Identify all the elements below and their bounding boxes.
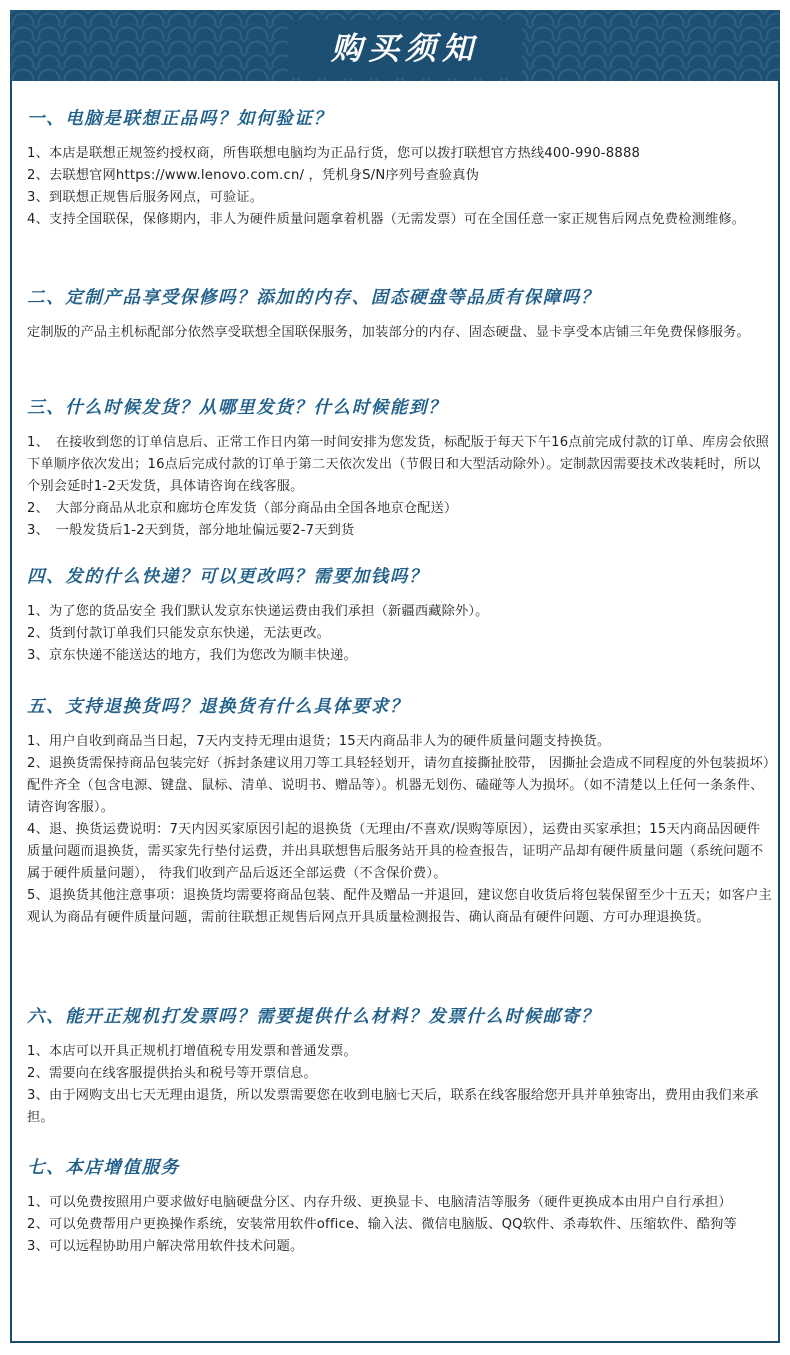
page-title: 购买须知 [288, 20, 522, 78]
list-item: 3、到联想正规售后服务网点，可验证。 [27, 190, 264, 205]
section-body [27, 1192, 772, 1258]
section-heading: 六、能开正规机打发票吗？需要提供什么材料？发票什么时候邮寄？ [27, 1007, 600, 1027]
list-item: 2、货到付款订单我们只能发京东快递，无法更改。 [27, 626, 331, 641]
list-item: 3、京东快递不能送达的地方，我们为您改为顺丰快递。 [27, 648, 357, 663]
list-item: 1、本店可以开具正规机打增值税专用发票和普通发票。 [27, 1044, 357, 1059]
section-body [27, 143, 772, 231]
list-item: 4、支持全国联保，保修期内，非人为硬件质量问题拿着机器（无需发票）可在全国任意一家正规售后网点免费检测维修。 [27, 212, 746, 227]
list-item: 3、由于网购支出七天无理由退货，所以发票需要您在收到电脑七天后，联系在线客服给您开具并单独寄出，费用由我们来承担。 [27, 1088, 759, 1125]
list-item: 2、需要向在线客服提供抬头和税号等开票信息。 [27, 1066, 317, 1081]
section-heading: 四、发的什么快递？可以更改吗？需要加钱吗？ [27, 567, 429, 587]
section-heading: 七、本店增值服务 [27, 1158, 180, 1178]
section-shipping-time [27, 396, 772, 542]
list-item: 2、去联想官网https://www.lenovo.com.cn/ ，凭机身S/N序列号查验真伪 [27, 168, 480, 183]
section-heading: 一、电脑是联想正品吗？如何验证？ [27, 109, 333, 129]
section-body [27, 432, 772, 542]
list-item: 1、可以免费按照用户要求做好电脑硬盘分区、内存升级、更换显卡、电脑清洁等服务（硬件更换成本由用户自行承担） [27, 1195, 732, 1210]
list-item: 1、 在接收到您的订单信息后、正常工作日内第一时间安排为您发货，标配版于每天下午16点前完成付款的订单、库房会依照下单顺序依次发出；16点后完成付款的订单于第二天依次发出（节假日和大型活动除外）。定制款因需要技术改装耗时，所以个别会延时1-2天发货，具体请咨询在线客服。 [27, 435, 770, 494]
section-warranty [27, 286, 772, 344]
section-body [27, 1041, 772, 1129]
section-value-added [27, 1156, 772, 1258]
list-item: 1、为了您的货品安全 我们默认发京东快递运费由我们承担（新疆西藏除外）。 [27, 604, 489, 619]
section-body [27, 601, 772, 667]
list-item: 1、用户自收到商品当日起，7天内支持无理由退货；15天内商品非人为的硬件质量问题支持换货。 [27, 734, 611, 749]
list-item: 5、退换货其他注意事项：退换货均需要将商品包装、配件及赠品一并退回，建议您自收货后将包装保留至少十五天；如客户主观认为商品有硬件质量问题，需前往联想正规售后网点开具质量检测报告、确认商品有硬件问题、方可办理退换货。 [27, 888, 772, 925]
section-heading: 三、什么时候发货？从哪里发货？什么时候能到？ [27, 398, 448, 418]
list-item: 2、可以免费帮用户更换操作系统，安装常用软件office、输入法、微信电脑版、QQ软件、杀毒软件、压缩软件、酷狗等 [27, 1217, 737, 1232]
section-body [27, 731, 772, 929]
title-banner [10, 10, 780, 81]
list-item: 定制版的产品主机标配部分依然享受联想全国联保服务，加装部分的内存、固态硬盘、显卡享受本店铺三年免费保修服务。 [27, 325, 750, 340]
section-heading: 五、支持退换货吗？退换货有什么具体要求？ [27, 697, 409, 717]
list-item: 2、退换货需保持商品包装完好（拆封条建议用刀等工具轻轻划开，请勿直接撕扯胶带， 因撕扯会造成不同程度的外包装损坏）配件齐全（包含电源、键盘、鼠标、清单、说明书、赠品等）。机器无划伤、磕碰等人为损坏。（如不清楚以上任何一条条件、请咨询客服）。 [27, 756, 770, 815]
list-item: 3、 一般发货后1-2天到货，部分地址偏远要2-7天到货 [27, 523, 355, 538]
list-item: 4、退、换货运费说明：7天内因买家原因引起的退换货（无理由/不喜欢/误购等原因），运费由买家承担；15天内商品因硬件质量问题而退换货，需买家先行垫付运费，并出具联想售后服务站开具的检查报告，证明产品却有硬件质量问题（系统问题不属于硬件质量问题）， 待我们收到产品后返还全部运费（不含保价费）。 [27, 822, 764, 881]
section-authenticity [27, 107, 772, 231]
section-body [27, 322, 772, 344]
section-heading: 二、定制产品享受保修吗？添加的内存、固态硬盘等品质有保障吗？ [27, 288, 600, 308]
list-item: 1、本店是联想正规签约授权商，所售联想电脑均为正品行货，您可以拨打联想官方热线400-990-8888 [27, 146, 641, 161]
list-item: 3、可以远程协助用户解决常用软件技术问题。 [27, 1239, 304, 1254]
section-courier [27, 565, 772, 667]
list-item: 2、 大部分商品从北京和廊坊仓库发货（部分商品由全国各地京仓配送） [27, 501, 458, 516]
section-invoice [27, 1005, 772, 1129]
section-returns [27, 695, 772, 929]
